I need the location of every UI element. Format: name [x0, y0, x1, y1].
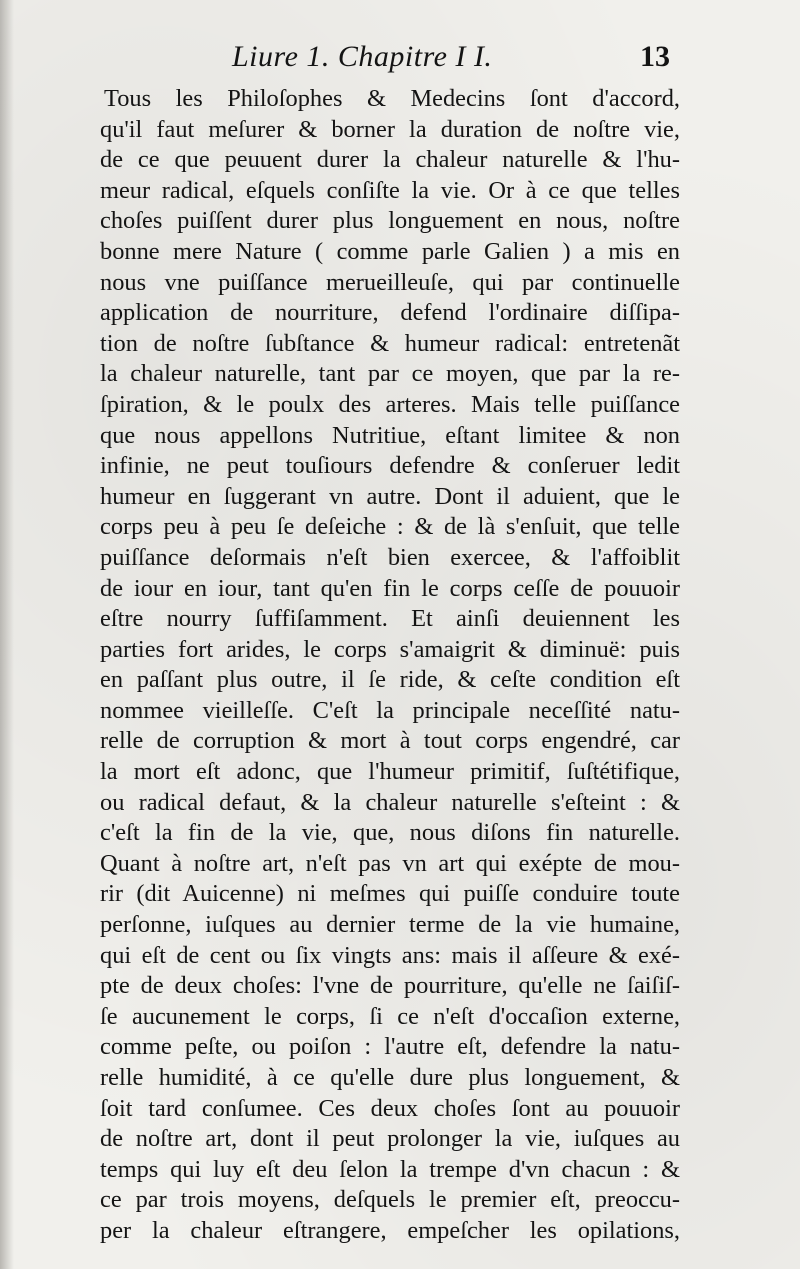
- text-line: per la chaleur eſtrangere, empeſcher les opilations,: [100, 1216, 680, 1244]
- text-line: ou radical defaut, & la chaleur naturelle s'eſteint : &: [100, 788, 680, 816]
- text-line: puiſſance deſormais n'eſt bien exercee, & l'affoiblit: [100, 543, 680, 571]
- text-line: c'eſt la fin de la vie, que, nous diſons fin naturelle.: [100, 819, 680, 847]
- text-line: pte de deux choſes: l'vne de pourriture, qu'elle ne ſaiſiſ-: [100, 972, 680, 1000]
- running-head: Liure 1. Chapitre I I.: [232, 40, 493, 73]
- body-text: [100, 84, 680, 1247]
- text-line: bonne mere Nature ( comme parle Galien ) a mis en: [100, 237, 680, 265]
- text-line: la mort eſt adonc, que l'humeur primitif, ſuſtétifique,: [100, 758, 680, 786]
- text-line: de ce que peuuent durer la chaleur naturelle & l'hu-: [100, 146, 680, 174]
- text-line: ſe aucunement le corps, ſi ce n'eſt d'occaſion externe,: [100, 1002, 680, 1030]
- text-line: perſonne, iuſques au dernier terme de la vie humaine,: [100, 911, 680, 939]
- text-line: Quant à noſtre art, n'eſt pas vn art qui exépte de mou-: [100, 849, 680, 877]
- text-line: comme peſte, ou poiſon : l'autre eſt, defendre la natu-: [100, 1033, 680, 1061]
- text-line: choſes puiſſent durer plus longuement en nous, noſtre: [100, 207, 680, 235]
- text-line: la chaleur naturelle, tant par ce moyen, que par la re-: [100, 360, 680, 388]
- text-line: ſoit tard conſumee. Ces deux choſes ſont au pouuoir: [100, 1094, 680, 1122]
- text-line: de iour en iour, tant qu'en fin le corps ceſſe de pouuoir: [100, 574, 680, 602]
- text-line: nommee vieilleſſe. C'eſt la principale neceſſité natu-: [100, 696, 680, 724]
- text-line: nous vne puiſſance merueilleuſe, qui par continuelle: [100, 268, 680, 296]
- text-line: qui eſt de cent ou ſix vingts ans: mais il aſſeure & exé-: [100, 941, 680, 969]
- text-line: meur radical, eſquels conſiſte la vie. Or à ce que telles: [100, 176, 680, 204]
- text-line: ſpiration, & le poulx des arteres. Mais telle puiſſance: [100, 390, 680, 418]
- text-line: eſtre nourry ſuffiſamment. Et ainſi deuiennent les: [100, 605, 680, 633]
- text-line: que nous appellons Nutritiue, eſtant limitee & non: [100, 421, 680, 449]
- text-line: en paſſant plus outre, il ſe ride, & ceſte condition eſt: [100, 666, 680, 694]
- text-line: Tous les Philoſophes & Medecins ſont d'accord,: [104, 85, 680, 112]
- text-line: corps peu à peu ſe deſeiche : & de là s'enſuit, que telle: [100, 513, 680, 541]
- text-line: tion de noſtre ſubſtance & humeur radical: entretenãt: [100, 329, 680, 357]
- text-line: qu'il faut meſurer & borner la duration de noſtre vie,: [100, 115, 680, 143]
- text-line: ce par trois moyens, deſquels le premier eſt, preoccu-: [100, 1186, 680, 1214]
- text-line: application de nourriture, defend l'ordinaire diſſipa-: [100, 299, 680, 327]
- page-gutter-shadow: [0, 0, 14, 1269]
- text-line: temps qui luy eſt deu ſelon la trempe d'vn chacun : &: [100, 1155, 680, 1183]
- text-line: de noſtre art, dont il peut prolonger la vie, iuſques au: [100, 1125, 680, 1153]
- text-line: infinie, ne peut touſiours defendre & conſeruer ledit: [100, 452, 680, 480]
- text-line: parties fort arides, le corps s'amaigrit & diminuë: puis: [100, 635, 680, 663]
- page-number: 13: [640, 40, 670, 73]
- text-line: relle humidité, à ce qu'elle dure plus longuement, &: [100, 1064, 680, 1091]
- text-line: relle de corruption & mort à tout corps engendré, car: [100, 727, 680, 755]
- text-line: humeur en ſuggerant vn autre. Dont il aduient, que le: [100, 482, 680, 510]
- text-line: rir (dit Auicenne) ni meſmes qui puiſſe conduire toute: [100, 880, 680, 908]
